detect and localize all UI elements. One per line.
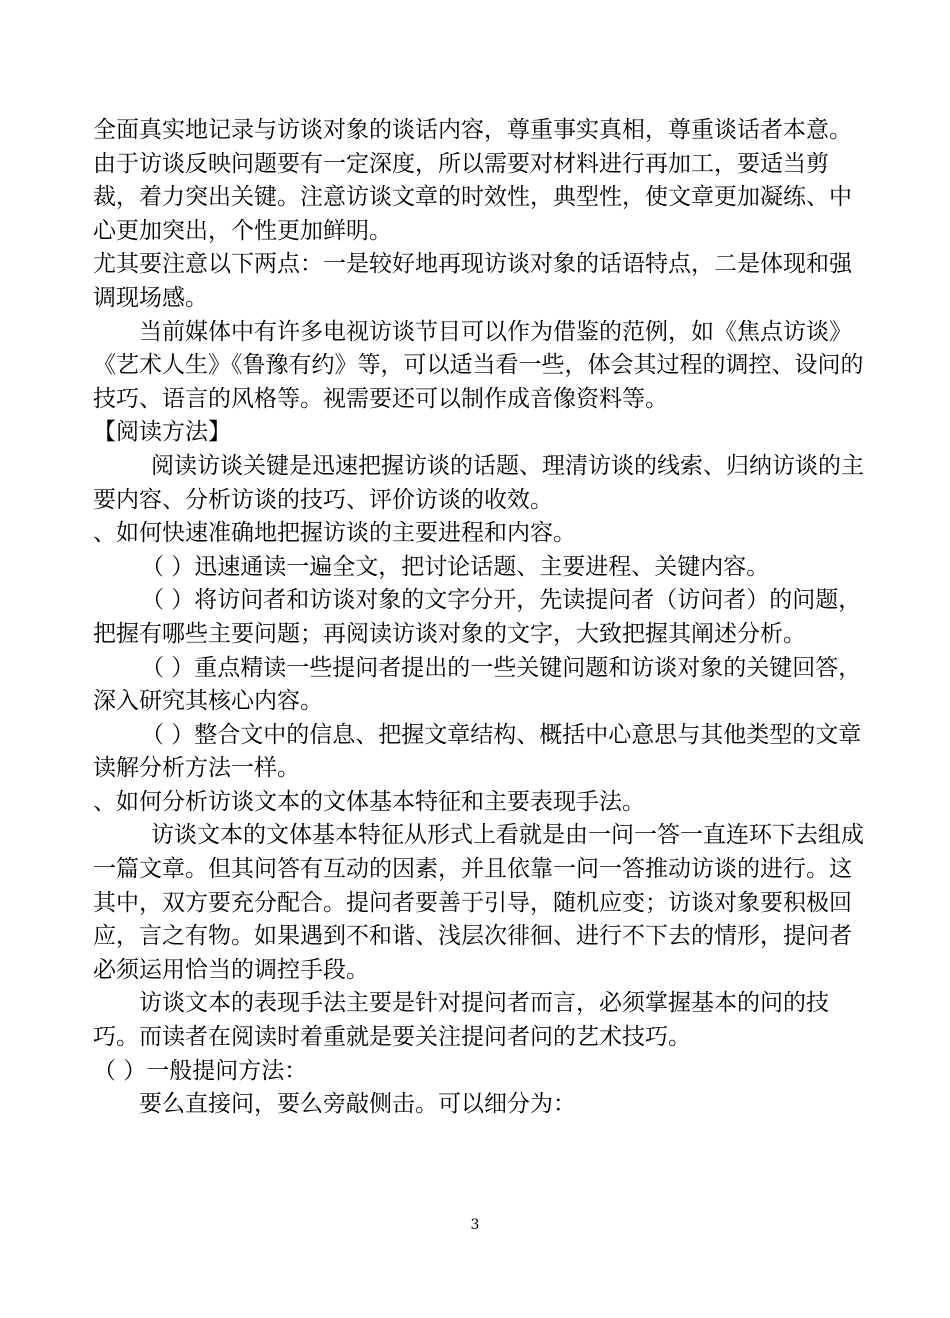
paragraph-style-features: 访谈文本的文体基本特征从形式上看就是由一问一答一直连环下去组成一篇文章。但其问答有互动的因素，并且依靠一问一答推动访谈的进行。这其中，双方要充分配合。提问者要善于引导，随机应变；访谈对象要积极回应，言之有物。如果遇到不和谐、浅层次徘徊、进行不下去的情形，提问者必须运用恰当的调控手段。 xyxy=(93,822,864,983)
list-item-general-questioning: （ ）一般提问方法： xyxy=(93,1057,308,1084)
list-item-separate-text: （ ）将访问者和访谈对象的文字分开，先读提问者（访问者）的问题，把握有哪些主要问题；再阅读访谈对象的文字，大致把握其阐述分析。 xyxy=(93,587,862,647)
paragraph-expression-techniques: 访谈文本的表现手法主要是针对提问者而言，必须掌握基本的问的技巧。而读者在阅读时着重就是要关注提问者问的艺术技巧。 xyxy=(93,990,829,1051)
page-number: 3 xyxy=(470,1217,480,1233)
document-body xyxy=(93,114,865,1122)
list-item-read-through: （ ）迅速通读一遍全文，把讨论话题、主要进程、关键内容。 xyxy=(141,553,770,580)
paragraph-media-examples: 当前媒体中有许多电视访谈节目可以作为借鉴的范例，如《焦点访谈》《艺术人生》《鲁豫有约》等，可以适当看一些，体会其过程的调控、设问的技巧、语言的风格等。视需要还可以制作成音像资料等。 xyxy=(93,318,864,412)
list-item-integrate-info: （ ）整合文中的信息、把握文章结构、概括中心意思与其他类型的文章读解分析方法一样。 xyxy=(93,721,862,782)
paragraph-direct-indirect: 要么直接问，要么旁敲侧击。可以细分为： xyxy=(139,1091,576,1118)
paragraph-record-content: 全面真实地记录与访谈对象的谈话内容，尊重事实真相，尊重谈话者本意。由于访谈反映问题要有一定深度，所以需要对材料进行再加工，要适当剪裁，着力突出关键。注意访谈文章的时效性，典型性，使文章更加凝练、中心更加突出，个性更加鲜明。 xyxy=(93,117,852,244)
section-heading-reading-method: 【阅读方法】 xyxy=(93,419,231,446)
subheading-grasp-progress: 、如何快速准确地把握访谈的主要进程和内容。 xyxy=(93,520,576,547)
list-item-key-questions: （ ）重点精读一些提问者提出的一些关键问题和访谈对象的关键回答，深入研究其核心内容。 xyxy=(93,654,862,715)
paragraph-two-points: 尤其要注意以下两点：一是较好地再现访谈对象的话语特点，二是体现和强调现场感。 xyxy=(93,251,852,311)
paragraph-reading-key: 阅读访谈关键是迅速把握访谈的话题、理清访谈的线索、归纳访谈的主要内容、分析访谈的技巧、评价访谈的收效。 xyxy=(93,452,864,513)
subheading-analyze-features: 、如何分析访谈文本的文体基本特征和主要表现手法。 xyxy=(93,788,645,815)
